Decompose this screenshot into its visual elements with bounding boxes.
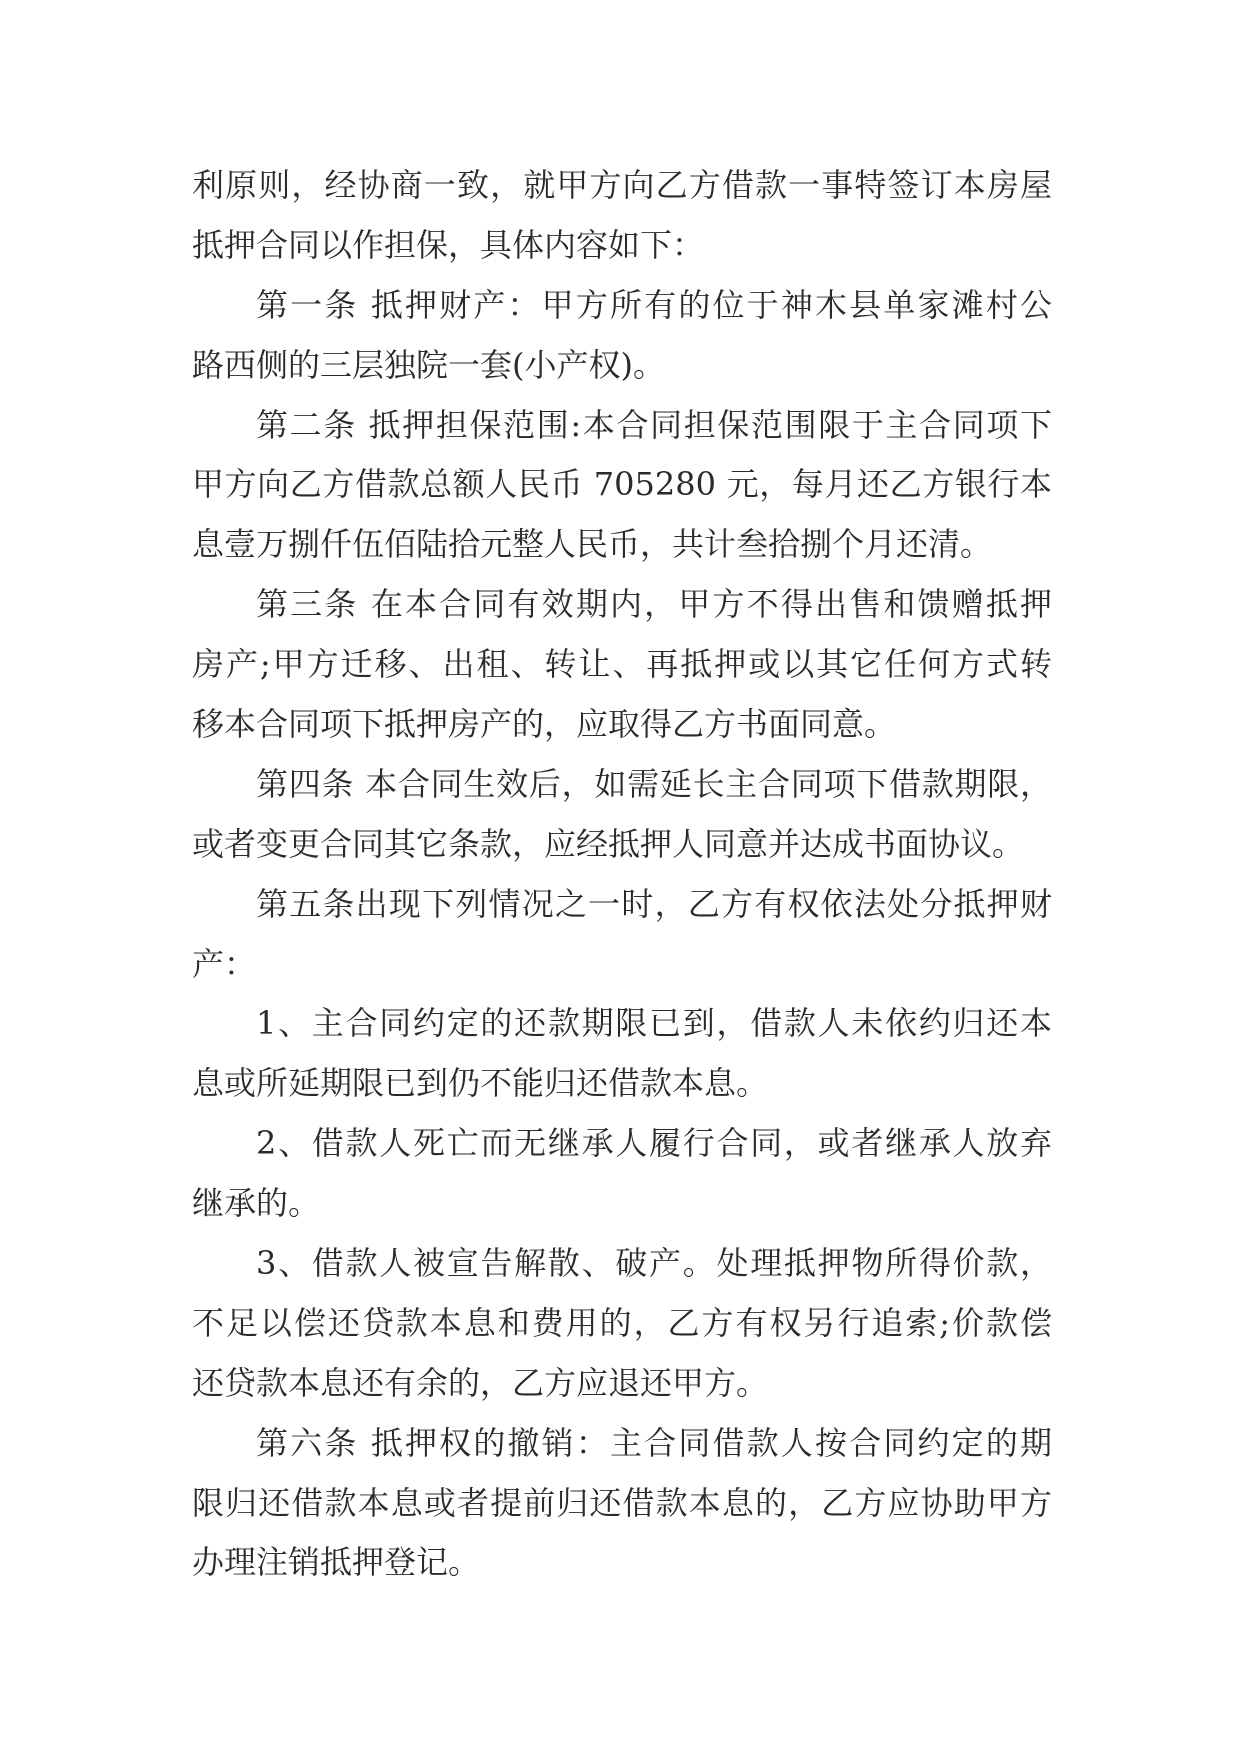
text-line: 继承的。 xyxy=(192,1184,321,1223)
text-line: 3、借款人被宣告解散、破产。处理抵押物所得价款， xyxy=(256,1244,1052,1283)
text-line: 第六条 抵押权的撤销：主合同借款人按合同约定的期 xyxy=(256,1423,1052,1462)
text-line: 1、主合同约定的还款期限已到，借款人未依约归还本 xyxy=(256,1004,1052,1043)
text-line: 或者变更合同其它条款，应经抵押人同意并达成书面协议。 xyxy=(192,824,1025,863)
paragraph-article-6 xyxy=(192,1414,1052,1594)
text-line: 第四条 本合同生效后，如需延长主合同项下借款期限， xyxy=(256,764,1052,803)
text-line: 路西侧的三层独院一套(小产权)。 xyxy=(192,345,665,384)
text-line: 利原则，经协商一致，就甲方向乙方借款一事特签订本房屋 xyxy=(192,166,1052,204)
text-line: 抵押合同以作担保，具体内容如下： xyxy=(192,225,705,264)
paragraph-article-5 xyxy=(192,875,1052,995)
text-line: 第一条 抵押财产：甲方所有的位于神木县单家滩村公 xyxy=(256,285,1052,324)
paragraph-article-1 xyxy=(192,276,1052,396)
paragraph-item-2 xyxy=(192,1114,1052,1234)
text-line: 第三条 在本合同有效期内，甲方不得出售和馈赠抵押 xyxy=(256,585,1052,624)
paragraph-article-2 xyxy=(192,396,1052,576)
paragraph-intro xyxy=(192,156,1052,276)
text-line: 房产;甲方迁移、出租、转让、再抵押或以其它任何方式转 xyxy=(192,645,1052,684)
paragraph-article-3 xyxy=(192,575,1052,755)
paragraph-item-3 xyxy=(192,1234,1052,1414)
text-line: 还贷款本息还有余的，乙方应退还甲方。 xyxy=(192,1363,769,1402)
text-line: 甲方向乙方借款总额人民币 705280 元，每月还乙方银行本 xyxy=(192,465,1052,504)
text-line: 第二条 抵押担保范围:本合同担保范围限于主合同项下 xyxy=(256,405,1052,444)
text-line: 限归还借款本息或者提前归还借款本息的，乙方应协助甲方 xyxy=(192,1483,1052,1522)
paragraph-article-4 xyxy=(192,755,1052,875)
text-line: 移本合同项下抵押房产的，应取得乙方书面同意。 xyxy=(192,705,897,744)
text-line: 息或所延期限已到仍不能归还借款本息。 xyxy=(192,1064,769,1103)
text-line: 第五条出现下列情况之一时，乙方有权依法处分抵押财 xyxy=(256,884,1052,923)
text-line: 不足以偿还贷款本息和费用的，乙方有权另行追索;价款偿 xyxy=(192,1303,1052,1342)
text-line: 2、借款人死亡而无继承人履行合同，或者继承人放弃 xyxy=(256,1124,1052,1163)
text-line: 产： xyxy=(192,944,257,983)
document-body xyxy=(192,156,1052,1593)
text-line: 办理注销抵押登记。 xyxy=(192,1543,481,1582)
paragraph-item-1 xyxy=(192,994,1052,1114)
text-line: 息壹万捌仟伍佰陆拾元整人民币，共计叁拾捌个月还清。 xyxy=(192,525,993,564)
